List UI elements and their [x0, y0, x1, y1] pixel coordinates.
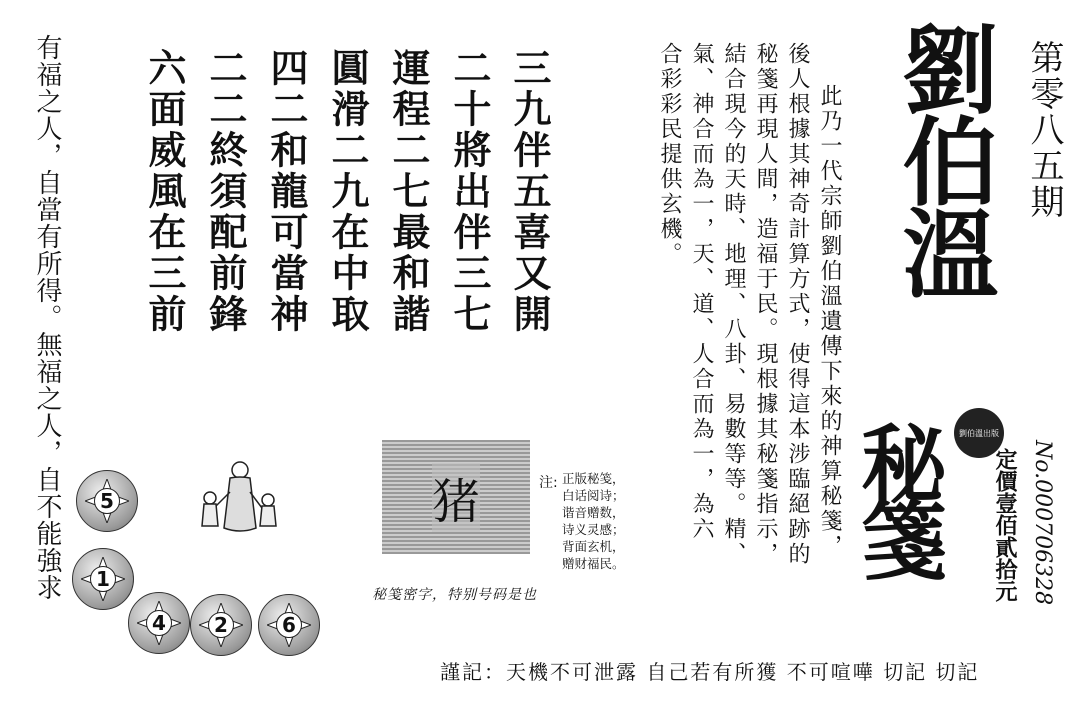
serial-number: No.000706328	[1030, 440, 1055, 606]
poem-line-1: 三九伴五喜又開	[507, 48, 551, 335]
secret-character-box	[382, 440, 530, 554]
ball-number: 1	[90, 566, 116, 592]
note-item: 谐音赠数，	[562, 505, 625, 520]
number-ball	[72, 548, 134, 610]
number-ball	[128, 592, 190, 654]
poem-line-6: 二二終須配前鋒	[203, 48, 247, 335]
body-line-2: 後人根據其神奇計算方式，使得這本涉臨絕跡的	[785, 42, 810, 567]
note-item: 诗义灵感；	[562, 522, 625, 537]
price: 定價壹佰貳拾元	[992, 448, 1017, 602]
issue-number: 第零八五期	[1024, 40, 1064, 220]
poem-line-5: 四二和龍可當神	[264, 48, 308, 335]
ball-number: 6	[276, 612, 302, 638]
mother-with-children-illustration	[190, 458, 290, 538]
number-ball	[190, 594, 252, 656]
note-item: 正版秘笺，	[562, 471, 625, 486]
ball-number: 5	[94, 488, 120, 514]
poem-line-2: 二十將出伴三七	[447, 48, 491, 335]
number-ball	[258, 594, 320, 656]
body-line-3: 秘箋再現人間，造福于民。現根據其秘箋指示，	[753, 42, 778, 567]
note-item: 白话阅诗；	[562, 488, 625, 503]
note-list	[562, 470, 625, 572]
poem-line-4: 圓滑二九在中取	[325, 48, 369, 335]
caption: 秘笺密字，特别号码是也	[372, 587, 537, 603]
note-label: 注:	[539, 475, 558, 491]
body-line-1: 此乃一代宗師劉伯溫遺傳下來的神算秘箋，	[817, 84, 842, 559]
publisher-stamp: 劉伯溫出版	[954, 408, 1004, 458]
body-line-4: 結合現今的天時、地理、八卦、易數等等。精、	[721, 42, 746, 567]
number-ball	[76, 470, 138, 532]
note-item: 背面玄机，	[562, 539, 625, 554]
note-item: 赠财福民。	[562, 556, 625, 571]
poem-line-3: 運程二七最和諧	[386, 48, 430, 335]
body-line-6: 合彩彩民提供玄機。	[657, 42, 682, 267]
ball-number: 4	[146, 610, 172, 636]
body-line-5: 氣、神合而為一，天、道、人合而為一，為六	[689, 42, 714, 542]
poem-line-7: 六面威風在三前	[142, 48, 186, 335]
left-note: 有福之人，自當有所得。無福之人，自不能強求	[32, 34, 62, 601]
secret-character: 猪	[432, 463, 480, 532]
subtitle: 秘箋	[846, 420, 947, 572]
ball-number: 2	[208, 612, 234, 638]
title: 劉伯溫	[887, 20, 1000, 296]
footer-warning: 謹記：天機不可泄露 自己若有所獲 不可喧嘩 切記 切記	[440, 660, 980, 684]
